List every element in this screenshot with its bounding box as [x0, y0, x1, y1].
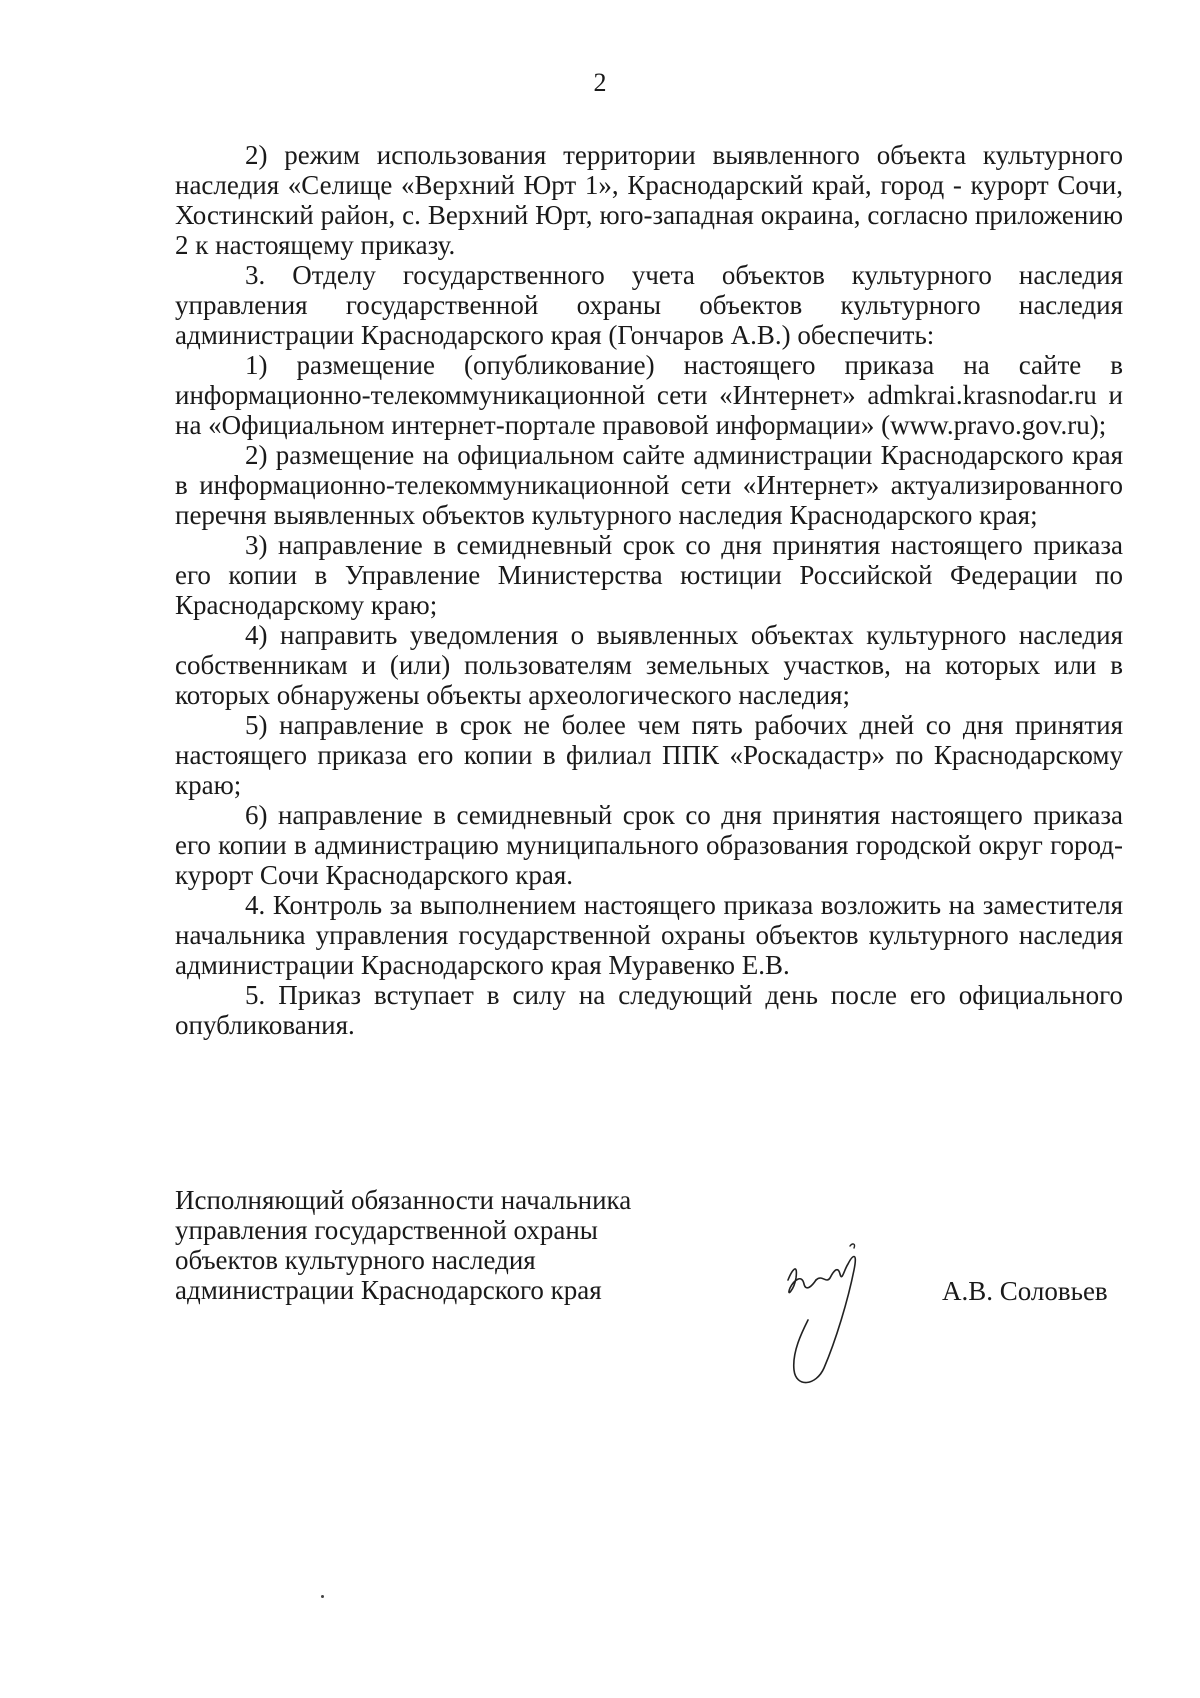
handwritten-signature — [768, 1240, 888, 1390]
scan-speck — [321, 1595, 324, 1598]
paragraph: 4. Контроль за выполнением настоящего приказа возложить на заместителя начальника управления государственной охраны объектов культурного наследия администрации Краснодарского края Муравенко Е.В. — [175, 890, 1123, 980]
signatory-position — [175, 1185, 631, 1305]
signatory-position-line: Исполняющий обязанности начальника — [175, 1185, 632, 1215]
document-body — [175, 140, 1123, 1040]
paragraph: 3) направление в семидневный срок со дня принятия настоящего приказа его копии в Управление Министерства юстиции Российской Федерации по Краснодарскому краю; — [175, 530, 1123, 620]
signatory-position-line: администрации Краснодарского края — [175, 1275, 602, 1305]
paragraph: 2) размещение на официальном сайте администрации Краснодарского края в информационно-телекоммуникационной сети «Интернет» актуализированного перечня выявленных объектов культурного наследия Краснодарского края; — [175, 440, 1123, 530]
paragraph: 4) направить уведомления о выявленных объектах культурного наследия собственникам и (или) пользователям земельных участков, на которых или в которых обнаружены объекты археологического наследия; — [175, 620, 1123, 710]
signatory-position-line: управления государственной охраны — [175, 1215, 598, 1245]
paragraph: 1) размещение (опубликование) настоящего приказа на сайте в информационно-телекоммуникационной сети «Интернет» admkrai.krasnodar.ru и на «Официальном интернет-портале правовой информации» (www.pravo.gov.ru); — [175, 350, 1123, 440]
paragraph: 2) режим использования территории выявленного объекта культурного наследия «Селище «Верхний Юрт 1», Краснодарский край, город - курорт Сочи, Хостинский район, с. Верхний Юрт, юго-западная окраина, согласно приложению 2 к настоящему приказу. — [175, 140, 1123, 260]
paragraph: 6) направление в семидневный срок со дня принятия настоящего приказа его копии в администрацию муниципального образования городской округ город-курорт Сочи Краснодарского края. — [175, 800, 1123, 890]
paragraph: 5. Приказ вступает в силу на следующий день после его официального опубликования. — [175, 980, 1123, 1040]
paragraph: 3. Отделу государственного учета объектов культурного наследия управления государственной охраны объектов культурного наследия администрации Краснодарского края (Гончаров А.В.) обеспечить: — [175, 260, 1123, 350]
signatory-position-line: объектов культурного наследия — [175, 1245, 536, 1275]
paragraph: 5) направление в срок не более чем пять рабочих дней со дня принятия настоящего приказа его копии в филиал ППК «Роскадастр» по Краснодарскому краю; — [175, 710, 1123, 800]
signer-name: А.В. Соловьев — [942, 1276, 1108, 1306]
page-number: 2 — [593, 68, 607, 97]
